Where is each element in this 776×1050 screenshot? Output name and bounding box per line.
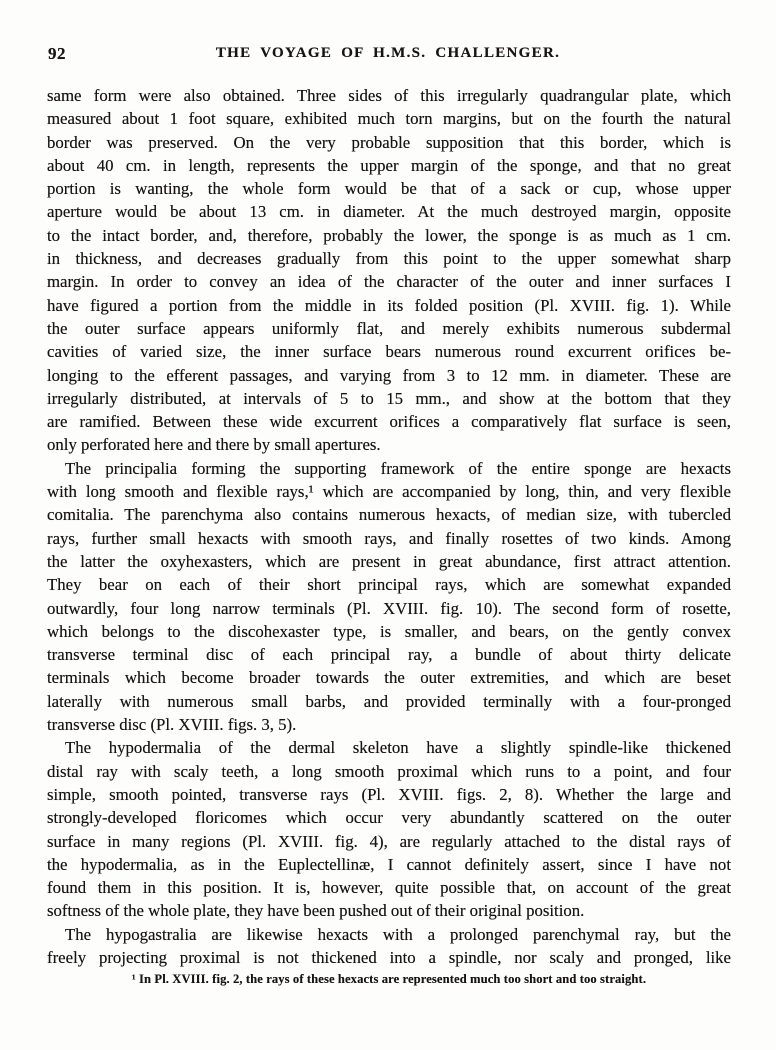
text-line: aperture would be about 13 cm. in diameter. At the much destroyed margin, opposite (47, 202, 731, 222)
text-line: transverse terminal disc of each principal ray, a bundle of about thirty delicate (47, 645, 731, 665)
text-line: longing to the efferent passages, and varying from 3 to 12 mm. in diameter. These are (47, 365, 731, 385)
text-line: softness of the whole plate, they have been pushed out of their original position. (47, 901, 585, 921)
text-line: are ramified. Between these wide excurrent orifices a comparatively flat surface is seen, (47, 412, 731, 432)
text-line: outwardly, four long narrow terminals (Pl. XVIII. fig. 10). The second form of rosette, (47, 598, 731, 618)
text-line: have figured a portion from the middle in its folded position (Pl. XVIII. fig. 1). While (47, 295, 731, 315)
text-line: The hypodermalia of the dermal skeleton have a slightly spindle-like thickened (65, 738, 731, 758)
text-line: comitalia. The parenchyma also contains numerous hexacts, of median size, with tubercled (47, 505, 731, 525)
text-line: measured about 1 foot square, exhibited much torn margins, but on the fourth the natural (47, 109, 731, 129)
text-line: They bear on each of their short principal rays, which are somewhat expanded (47, 575, 731, 595)
text-line: strongly-developed floricomes which occur very abundantly scattered on the outer (47, 808, 731, 828)
paragraph (47, 84, 731, 457)
paragraph (47, 736, 731, 922)
text-line: freely projecting proximal is not thickened into a spindle, nor scaly and pronged, like (47, 947, 731, 967)
paragraph (47, 923, 731, 970)
text-line: same form were also obtained. Three sides of this irregularly quadrangular plate, which (47, 86, 731, 105)
text-line: transverse disc (Pl. XVIII. figs. 3, 5). (47, 715, 297, 735)
paragraph (47, 457, 731, 737)
footnote: ¹ In Pl. XVIII. fig. 2, the rays of these hexacts are represented much too short and too straight. (131, 972, 647, 986)
text-line: the latter the oxyhexasters, which are present in great abundance, first attract attention. (47, 551, 731, 571)
text-line: surface in many regions (Pl. XVIII. fig. 4), are regularly attached to the distal rays of (47, 831, 731, 851)
text-line: simple, smooth pointed, transverse rays (Pl. XVIII. figs. 2, 8). Whether the large and (47, 784, 731, 804)
text-line: The hypogastralia are likewise hexacts with a prolonged parenchymal ray, but the (65, 924, 731, 944)
text-line: laterally with numerous small barbs, and provided terminally with a four-pronged (47, 691, 731, 711)
text-line: the hypodermalia, as in the Euplectellinæ, I cannot definitely assert, since I have not (47, 854, 731, 874)
text-line: in thickness, and decreases gradually from this point to the upper somewhat sharp (47, 249, 731, 269)
page-header (0, 44, 776, 66)
text-line: portion is wanting, the whole form would be that of a sack or cup, whose upper (47, 179, 731, 199)
running-title: THE VOYAGE OF H.M.S. CHALLENGER. (215, 45, 561, 61)
text-line: margin. In order to convey an idea of the character of the outer and inner surfaces I (47, 272, 731, 292)
text-line: only perforated here and there by small apertures. (47, 435, 381, 455)
text-line: terminals which become broader towards the outer extremities, and which are beset (47, 668, 731, 688)
text-line: border was preserved. On the very probable supposition that this border, which is (47, 132, 731, 152)
page-number: 92 (48, 44, 66, 63)
text-line: found them in this position. It is, however, quite possible that, on account of the great (47, 878, 731, 898)
page-body (47, 84, 731, 969)
text-line: cavities of varied size, the inner surface bears numerous round excurrent orifices be- (47, 342, 731, 362)
text-line: which belongs to the discohexaster type, is smaller, and bears, on the gently convex (47, 621, 731, 641)
text-line: rays, further small hexacts with smooth rays, and finally rosettes of two kinds. Among (47, 528, 731, 548)
text-line: the outer surface appears uniformly flat, and merely exhibits numerous subdermal (47, 318, 731, 338)
text-line: about 40 cm. in length, represents the upper margin of the sponge, and that no great (47, 155, 731, 175)
text-line: to the intact border, and, therefore, probably the lower, the sponge is as much as 1 cm. (47, 225, 731, 245)
text-line: with long smooth and flexible rays,¹ which are accompanied by long, thin, and very flexible (47, 482, 731, 502)
text-line: irregularly distributed, at intervals of 5 to 15 mm., and show at the bottom that they (47, 388, 731, 408)
text-line: distal ray with scaly teeth, a long smooth proximal which runs to a point, and four (47, 761, 731, 781)
text-line: The principalia forming the supporting framework of the entire sponge are hexacts (65, 458, 731, 478)
